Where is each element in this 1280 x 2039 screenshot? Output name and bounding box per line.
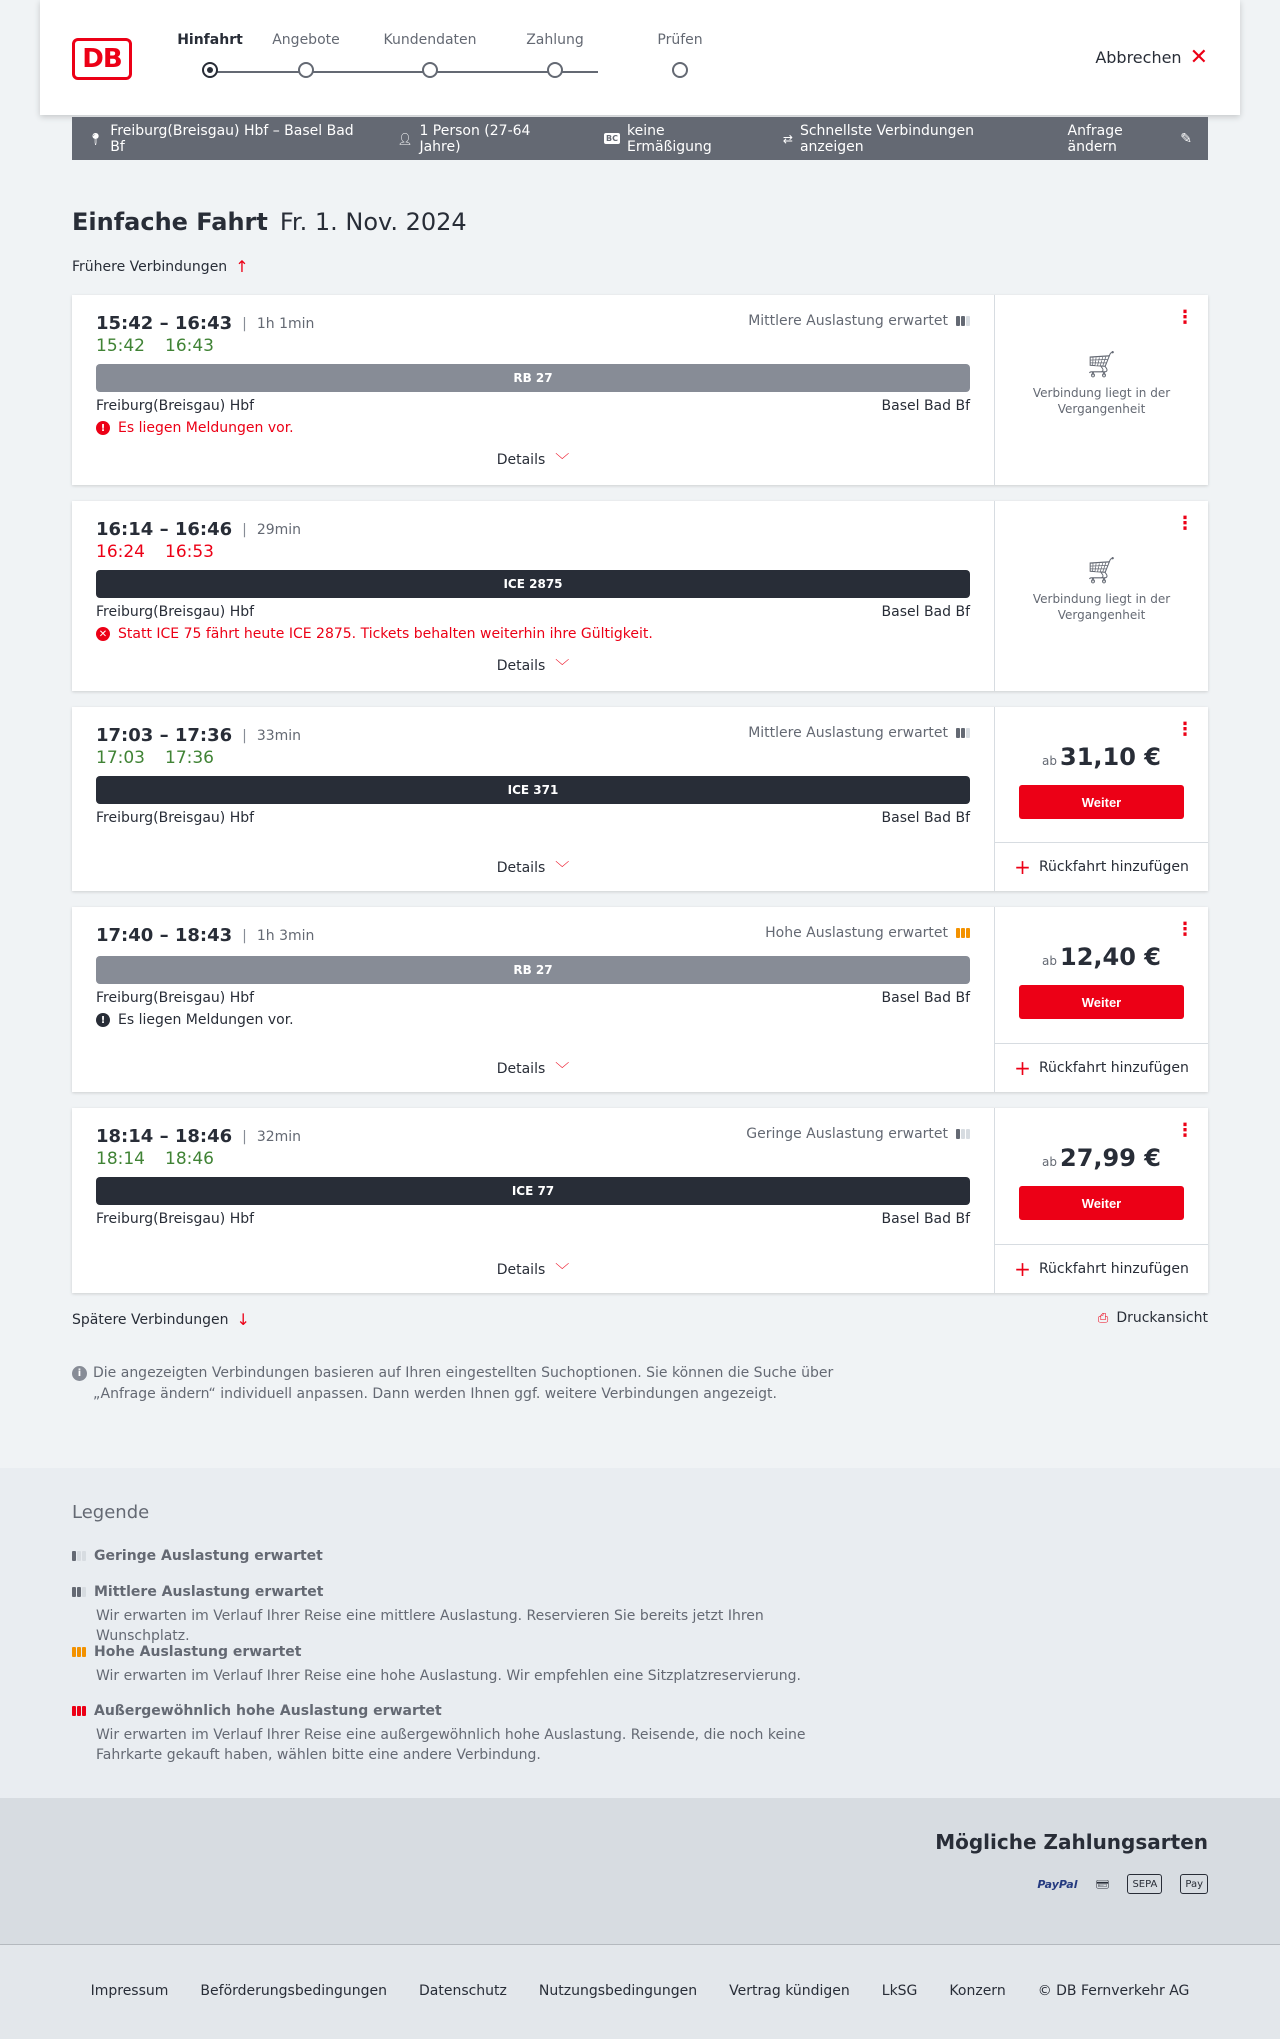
connection-card: [72, 707, 1208, 891]
connection-info: 17:03 – 17:36 | 33min Mittlere Auslastung erwartet 17:03 17:36 ICE 371 Freiburg(Breisgau) Hbf Basel Bad Bf: [96, 725, 970, 826]
offer-panel: [994, 295, 1208, 485]
realtime-times: 17:03 17:36: [96, 748, 214, 768]
summary-route: 📍︎ Freiburg(Breisgau) Hbf – Basel Bad Bf: [88, 122, 354, 155]
planned-times: 17:40 – 18:43: [96, 925, 233, 946]
footer-link-konzern[interactable]: Konzern: [949, 1983, 1006, 1999]
stations: Freiburg(Breisgau) Hbf Basel Bad Bf: [96, 810, 970, 826]
plus-icon: +: [1014, 855, 1031, 879]
price: ab 12,40 €: [1042, 943, 1161, 971]
bahncard-icon: BC: [606, 134, 619, 143]
connection-info: 18:14 – 18:46 | 32min Geringe Auslastung erwartet 18:14 18:46 ICE 77 Freiburg(Breisgau) Hbf Basel Bad Bf: [96, 1126, 970, 1227]
occupancy-medium-icon: [956, 316, 970, 326]
payment-methods-section: [0, 1798, 1280, 1944]
chevron-down-icon: ﹀: [555, 659, 570, 675]
occupancy-low-icon: [956, 1129, 970, 1139]
info-message: ! Es liegen Meldungen vor.: [96, 1012, 970, 1028]
summary-discount: BC keine Ermäßigung: [606, 122, 712, 155]
footer-link-datenschutz[interactable]: Datenschutz: [418, 1983, 507, 1999]
arrow-down-icon: ↓: [236, 1310, 250, 1329]
alert-icon: !: [96, 421, 110, 435]
occupancy-info: Geringe Auslastung erwartet: [746, 1126, 970, 1142]
occupancy-info: Mittlere Auslastung erwartet: [748, 313, 970, 329]
chevron-down-icon: ﹀: [555, 861, 570, 877]
checkout-header: [40, 0, 1240, 115]
details-toggle[interactable]: Details ﹀: [496, 452, 570, 469]
connection-info: 16:14 – 16:46 | 29min 16:24 16:53 ICE 2875 Freiburg(Breisgau) Hbf Basel Bad Bf ✕ Statt ICE 75 fährt heute ICE 2875. Tickets behalten weiterhin ihre Gültigkeit.: [96, 519, 970, 642]
person-icon: 👤︎: [397, 131, 413, 146]
add-return-button[interactable]: + Rückfahrt hinzufügen: [995, 1043, 1208, 1092]
pencil-icon: ✎: [1180, 130, 1192, 147]
price: ab 27,99 €: [1042, 1144, 1161, 1172]
continue-button[interactable]: Weiter: [1019, 985, 1184, 1019]
print-view-link[interactable]: ⎙ Druckansicht: [1097, 1310, 1208, 1326]
change-request-button[interactable]: Anfrage ändern ✎: [1067, 122, 1192, 155]
train-bar[interactable]: ICE 371: [96, 776, 970, 804]
more-options-icon[interactable]: ⋮: [1176, 307, 1194, 328]
plus-icon: +: [1014, 1257, 1031, 1281]
realtime-times: 15:42 16:43: [96, 336, 214, 356]
printer-icon: ⎙: [1097, 1310, 1109, 1326]
details-toggle[interactable]: Details ﹀: [496, 860, 570, 877]
sepa-icon: SEPA: [1127, 1874, 1162, 1894]
train-bar[interactable]: ICE 77: [96, 1177, 970, 1205]
price: ab 31,10 €: [1042, 743, 1161, 771]
past-connection-notice: 🛒︎ Verbindung liegt in der Vergangenheit: [995, 357, 1208, 417]
footer-link-vertrag-kuendigen[interactable]: Vertrag kündigen: [729, 1983, 850, 1999]
realtime-times: 18:14 18:46: [96, 1149, 214, 1169]
chevron-down-icon: ﹀: [555, 1062, 570, 1078]
connection-info: 15:42 – 16:43 | 1h 1min Mittlere Auslastung erwartet 15:42 16:43 RB 27 Freiburg(Breisgau) Hbf Basel Bad Bf ! Es liegen Meldungen vor.: [96, 313, 970, 436]
legend-section: [0, 1468, 1280, 1798]
footer-link-lksg[interactable]: LkSG: [881, 1983, 918, 1999]
progress-steps: [177, 32, 703, 92]
continue-button[interactable]: Weiter: [1019, 785, 1184, 819]
location-pin-icon: 📍︎: [88, 131, 104, 146]
footer-link-befoerderungsbedingungen[interactable]: Beförderungsbedingungen: [200, 1983, 387, 1999]
page-title: Einfache Fahrt: [72, 208, 268, 236]
step-kundendaten: Kundendaten: [380, 32, 480, 78]
apple-pay-icon: Pay: [1180, 1874, 1208, 1894]
plus-icon: +: [1014, 1056, 1031, 1080]
connection-info: 17:40 – 18:43 | 1h 3min Hohe Auslastung erwartet RB 27 Freiburg(Breisgau) Hbf Basel Bad Bf ! Es liegen Meldungen vor.: [96, 925, 970, 1028]
stations: Freiburg(Breisgau) Hbf Basel Bad Bf: [96, 604, 970, 620]
paypal-icon: PayPal: [1037, 1877, 1078, 1891]
offer-panel: [994, 707, 1208, 891]
occupancy-high-icon: [956, 928, 970, 938]
more-options-icon[interactable]: ⋮: [1176, 919, 1194, 940]
stations: Freiburg(Breisgau) Hbf Basel Bad Bf: [96, 990, 970, 1006]
step-zahlung: Zahlung: [505, 32, 605, 78]
search-info-note: i Die angezeigten Verbindungen basieren auf Ihren eingestellten Suchoptionen. Sie können die Suche über „Anfrage ändern“ individuell anpassen. Dann werden Ihnen ggf. weitere Verbindungen angezeigt.: [72, 1363, 852, 1405]
step-dot: [422, 62, 438, 78]
info-icon: i: [72, 1366, 87, 1381]
past-connection-notice: 🛒︎ Verbindung liegt in der Vergangenheit: [995, 563, 1208, 623]
legend-item: Mittlere Auslastung erwartet Wir erwarten im Verlauf Ihrer Reise eine mittlere Auslastung. Reservieren Sie bereits jetzt Ihren Wunschplatz.: [72, 1584, 856, 1646]
earlier-connections-link[interactable]: Frühere Verbindungen ↑: [72, 257, 249, 276]
more-options-icon[interactable]: ⋮: [1176, 1120, 1194, 1141]
duration: 1h 3min: [256, 927, 315, 944]
step-pruefen: Prüfen: [630, 32, 730, 78]
close-icon: ✕: [1189, 44, 1208, 70]
disruption-message: ✕ Statt ICE 75 fährt heute ICE 2875. Tickets behalten weiterhin ihre Gültigkeit.: [96, 626, 970, 642]
details-toggle[interactable]: Details ﹀: [496, 658, 570, 675]
chevron-down-icon: ﹀: [555, 453, 570, 469]
step-dot: [672, 62, 688, 78]
cart-unavailable-icon: 🛒︎: [1084, 350, 1118, 380]
legend-item: Hohe Auslastung erwartet Wir erwarten im Verlauf Ihrer Reise eine hohe Auslastung. Wir empfehlen eine Sitzplatzreservierung.: [72, 1644, 856, 1686]
step-hinfahrt: Hinfahrt: [160, 32, 260, 78]
footer-links: [0, 1983, 1280, 1999]
train-bar[interactable]: RB 27: [96, 956, 970, 984]
payment-title: Mögliche Zahlungsarten: [935, 1830, 1208, 1854]
connection-card: [72, 1108, 1208, 1293]
planned-times: 15:42 – 16:43: [96, 313, 233, 334]
summary-fastest: ⇄ Schnellste Verbindungen anzeigen: [782, 122, 975, 155]
duration: 29min: [256, 521, 302, 538]
footer: [0, 1944, 1280, 2039]
step-angebote: Angebote: [256, 32, 356, 78]
connection-card: [72, 501, 1208, 691]
cancel-button[interactable]: Abbrechen ✕: [1095, 44, 1208, 70]
chevron-down-icon: ﹀: [555, 1263, 570, 1279]
footer-link-impressum[interactable]: Impressum: [90, 1983, 169, 1999]
payment-icons: [1037, 1874, 1208, 1894]
disruption-message: ! Es liegen Meldungen vor.: [96, 420, 970, 436]
legend-item: Geringe Auslastung erwartet: [72, 1548, 323, 1564]
summary-passengers: 👤︎ 1 Person (27-64 Jahre): [397, 122, 531, 155]
planned-times: 18:14 – 18:46: [96, 1126, 233, 1147]
cart-unavailable-icon: 🛒︎: [1084, 556, 1118, 586]
add-return-button[interactable]: + Rückfahrt hinzufügen: [995, 1244, 1208, 1293]
planned-times: 17:03 – 17:36: [96, 725, 233, 746]
train-bar[interactable]: ICE 2875: [96, 570, 970, 598]
travel-date: Fr. 1. Nov. 2024: [279, 208, 467, 236]
offer-panel: [994, 501, 1208, 691]
continue-button[interactable]: Weiter: [1019, 1186, 1184, 1220]
occupancy-medium-icon: [72, 1587, 86, 1597]
details-toggle[interactable]: Details ﹀: [496, 1262, 570, 1279]
step-dot: [298, 62, 314, 78]
footer-link-nutzungsbedingungen[interactable]: Nutzungsbedingungen: [538, 1983, 698, 1999]
swap-icon: ⇄: [782, 131, 793, 146]
occupancy-info: Hohe Auslastung erwartet: [765, 925, 970, 941]
occupancy-info: Mittlere Auslastung erwartet: [748, 725, 970, 741]
alert-icon: !: [96, 1013, 110, 1027]
stations: Freiburg(Breisgau) Hbf Basel Bad Bf: [96, 398, 970, 414]
planned-times: 16:14 – 16:46: [96, 519, 233, 540]
train-bar[interactable]: RB 27: [96, 364, 970, 392]
offer-panel: [994, 907, 1208, 1092]
footer-copyright: © DB Fernverkehr AG: [1037, 1983, 1190, 1999]
page-title-row: [72, 208, 467, 236]
details-toggle[interactable]: Details ﹀: [496, 1061, 570, 1078]
duration: 33min: [256, 727, 302, 744]
occupancy-extreme-icon: [72, 1706, 86, 1716]
legend-title: Legende: [72, 1502, 150, 1523]
occupancy-low-icon: [72, 1551, 86, 1561]
arrow-up-icon: ↑: [235, 257, 249, 276]
more-options-icon[interactable]: ⋮: [1176, 719, 1194, 740]
step-dot: [547, 62, 563, 78]
stations: Freiburg(Breisgau) Hbf Basel Bad Bf: [96, 1211, 970, 1227]
credit-card-icon: 💳︎: [1095, 1877, 1110, 1891]
duration: 1h 1min: [256, 315, 315, 332]
legend-item: Außergewöhnlich hohe Auslastung erwartet Wir erwarten im Verlauf Ihrer Reise eine außergewöhnlich hohe Auslastung. Reisende, die noch keine Fahrkarte gekauft haben, wählen bitte eine andere Verbindung.: [72, 1703, 856, 1765]
occupancy-high-icon: [72, 1647, 86, 1657]
connection-card: [72, 907, 1208, 1092]
more-options-icon[interactable]: ⋮: [1176, 513, 1194, 534]
offer-panel: [994, 1108, 1208, 1293]
duration: 32min: [256, 1128, 302, 1145]
cancel-circle-icon: ✕: [96, 627, 110, 641]
search-summary-bar: [72, 117, 1208, 160]
realtime-times: 16:24 16:53: [96, 542, 214, 562]
step-dot-active: [202, 62, 218, 78]
connection-card: [72, 295, 1208, 485]
later-connections-link[interactable]: Spätere Verbindungen ↓: [72, 1310, 250, 1329]
add-return-button[interactable]: + Rückfahrt hinzufügen: [995, 842, 1208, 891]
db-logo[interactable]: DB: [72, 38, 132, 80]
occupancy-medium-icon: [956, 728, 970, 738]
